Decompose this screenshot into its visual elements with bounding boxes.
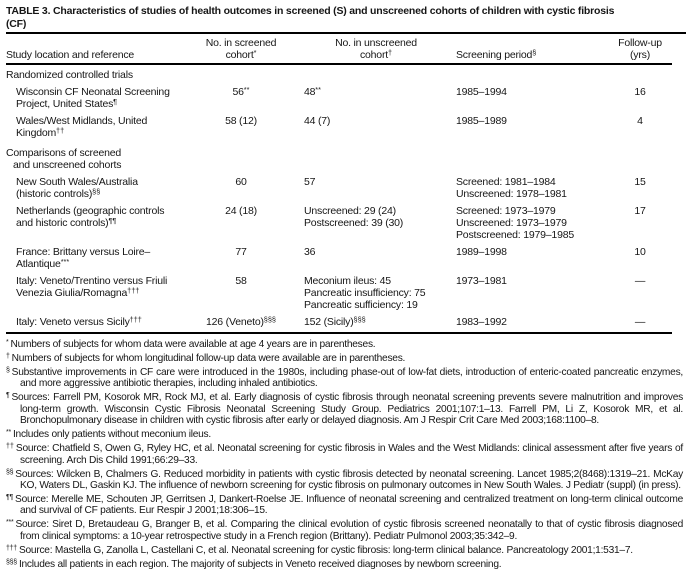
followup-cell: 16 [634,86,646,98]
footnote-double-dagger [6,443,683,466]
section-header-comparisons: Comparisons of screened and unscreened cohorts [6,147,122,171]
footnote-text: Source: Merelle ME, Schouten JP, Gerritsen J, Dankert-Roelse JE. Influence of neonatal screening and centralized treatment on long-term clinical outcome and survival of CF patients. Eur Respir J 2001;18:306–15. [15,494,683,517]
footnote-marker: §§ [92,187,101,196]
table-row [6,241,672,270]
study-location-cell: France: Brittany versus Loire– Atlantique*** [16,246,151,270]
unscreened-cohort-cell: 36 [304,246,316,258]
footnote-text: Sources: Farrell PM, Kosorok MR, Rock MJ, et al. Early diagnosis of cystic fibrosis through neonatal screening prevents severe malnutrition and improves long-term growth. Wisconsin Cystic Fibrosis Neonatal Screening Study Group. Pediatrics 2001;107:1–13. Farrell PM, Li Z, Kosorok MR, et al. Bronchopulmonary disease in children with cystic fibrosis after early or delayed diagnosis. Am J Respir Crit Care Med 2003;168:1100–8. [11,392,683,427]
study-location-cell: New South Wales/Australia (historic controls)§§ [16,176,138,200]
table-row [6,311,672,333]
column-header-unscreened-cohort: No. in unscreened cohort† [296,34,456,64]
screened-cohort-cell: 60 [235,176,247,188]
followup-cell: 10 [634,246,646,258]
footnote-pilcrow [6,392,683,426]
table-title [6,5,686,34]
table-row [6,270,672,311]
screened-cohort-cell: 56** [232,85,250,98]
unscreened-cohort-cell: Unscreened: 29 (24) Postscreened: 39 (30) [304,205,404,229]
footnote-double-section [6,469,683,492]
footnote-marker: ** [6,429,11,437]
screening-period-cell: Screened: 1973–1979 Unscreened: 1973–1979 Postscreened: 1979–1985 [456,205,574,241]
footnotes [6,339,686,570]
footnote-marker: §§§ [6,558,17,566]
footnote-dagger [6,353,683,364]
footnote-marker: *** [60,257,70,266]
footnote-marker: ¶¶ [108,216,117,225]
footnote-marker: §§ [6,468,14,476]
section-header-randomized-controlled-trials: Randomized controlled trials [6,69,133,81]
study-location-cell: Italy: Veneto/Trentino versus Friuli Venezia Giulia/Romagna††† [16,275,168,299]
footnote-marker: ††† [6,544,17,552]
unscreened-cohort-cell: Meconium ileus: 45 Pancreatic insufficiency: 75 Pancreatic sufficiency: 19 [304,275,426,311]
footnote-text: Includes all patients in each region. The majority of subjects in Veneto received diagnoses by newborn screening. [18,558,502,570]
footnote-marker: * [253,48,257,57]
screening-period-cell: 1973–1981 [456,275,507,287]
footnote-marker: † [6,353,10,360]
footnote-triple-section [6,559,683,570]
footnote-text: Source: Chatfield S, Owen G, Ryley HC, et al. Neonatal screening for cystic fibrosis in Wales and the West Midlands: clinical assessment after five years of screening. Arch Dis Child 1991;66:29–33. [15,443,683,466]
table-row [6,200,672,241]
table-row [6,171,672,200]
footnote-marker: ¶ [6,392,10,400]
footnote-marker: §§§ [263,315,276,324]
footnote-text: Numbers of subjects for whom longitudinal follow-up data were available are in parentheses. [11,353,406,364]
screened-cohort-cell: 58 [235,275,247,287]
study-location-cell: Wisconsin CF Neonatal Screening Project, United States¶ [16,86,170,110]
footnote-marker: † [387,48,393,57]
footnote-text: Numbers of subjects for whom data were available at age 4 years are in parentheses. [10,339,376,350]
footnote-marker: * [6,339,9,346]
screening-period-cell: 1989–1998 [456,246,507,258]
screening-period-cell: 1985–1989 [456,115,507,127]
footnote-marker: ¶ [113,97,118,106]
footnote-triple-dagger [6,545,683,556]
footnote-asterisk [6,339,683,350]
footnote-section [6,367,683,390]
screened-cohort-cell: 77 [235,246,247,258]
study-location-cell: Italy: Veneto versus Sicily††† [6,311,186,333]
footnote-text: Sources: Wilcken B, Chalmers G. Reduced morbidity in patients with cystic fibrosis detected by neonatal screening. Lancet 1985;2(8468):1319–21. McKay KO, Waters DL, Gaskin KJ. The influence of newborn screening for cystic fibrosis on pulmonary outcomes in New South Wales. J Pediatr (suppl) (in press). [15,468,683,492]
study-location-cell: Netherlands (geographic controls and historic controls)¶¶ [16,205,165,229]
study-table [6,34,672,334]
screening-period-cell: 1985–1994 [456,86,507,98]
column-header-followup: Follow-up (yrs) [608,34,672,64]
unscreened-cohort-cell: 152 (Sicily)§§§ [296,311,456,333]
footnote-text: Source: Siret D, Bretaudeau G, Branger B, et al. Comparing the clinical evolution of cystic fibrosis screened neonatally to that of cystic fibrosis diagnosed from clinical symptoms: a 10-year retrospective study in a French region (Brittany). Pediatr Pulmonol 2003;35:342–9. [15,519,683,542]
unscreened-cohort-cell: 44 (7) [304,115,331,127]
followup-cell: — [608,311,672,333]
footnote-text: Substantive improvements in CF care were introduced in the 1980s, including phase-out of low-fat diets, introduction of enteric-coated pancreatic enzymes, and more aggressive antibiotic therapies, including inhaled antibiotics. [11,367,683,390]
table-title-line: TABLE 3. Characteristics of studies of health outcomes in screened (S) and unscreened cohorts of children with cystic fibrosis [6,5,615,17]
followup-cell: 17 [634,205,646,217]
footnote-double-asterisk [6,429,683,440]
study-location-cell: Wales/West Midlands, United Kingdom†† [16,115,148,139]
screened-cohort-cell: 58 (12) [225,115,257,127]
table-row [6,81,672,110]
column-header-screening-period: Screening period§ [456,34,608,64]
screening-period-cell: Screened: 1981–1984 Unscreened: 1978–1981 [456,176,567,200]
footnote-triple-asterisk [6,519,683,542]
screened-cohort-cell: 126 (Veneto)§§§ [186,311,296,333]
footnote-marker: †† [6,443,14,451]
footnote-marker: ††† [129,315,142,324]
screened-cohort-cell: 24 (18) [225,205,257,217]
screening-period-cell: 1983–1992 [456,311,608,333]
footnote-text: Source: Mastella G, Zanolla L, Castellani C, et al. Neonatal screening for cystic fibrosis: long-term clinical balance. Pancreatology 2001;1:531–7. [18,544,633,556]
unscreened-cohort-cell: 57 [304,176,316,188]
footnote-marker: *** [6,519,14,527]
footnote-marker: ¶¶ [6,494,14,502]
footnote-double-pilcrow [6,494,683,517]
footnote-marker: ††† [127,286,140,295]
footnote-marker: ** [315,85,321,94]
column-header-study-location: Study location and reference [6,34,186,64]
footnote-marker: § [6,367,10,374]
footnote-marker: §§§ [353,315,366,324]
column-header-screened-cohort: No. in screened cohort* [186,34,296,64]
footnote-text: Includes only patients without meconium ileus. [12,429,211,441]
table-title-line: (CF) [6,17,27,30]
footnote-marker: § [532,48,537,57]
followup-cell: — [634,275,646,287]
unscreened-cohort-cell: 48** [304,85,321,98]
table-row [6,110,672,139]
followup-cell: 15 [634,176,646,188]
header-row [6,34,672,64]
followup-cell: 4 [637,115,643,127]
footnote-marker: ** [243,85,250,94]
footnote-marker: †† [56,126,65,135]
